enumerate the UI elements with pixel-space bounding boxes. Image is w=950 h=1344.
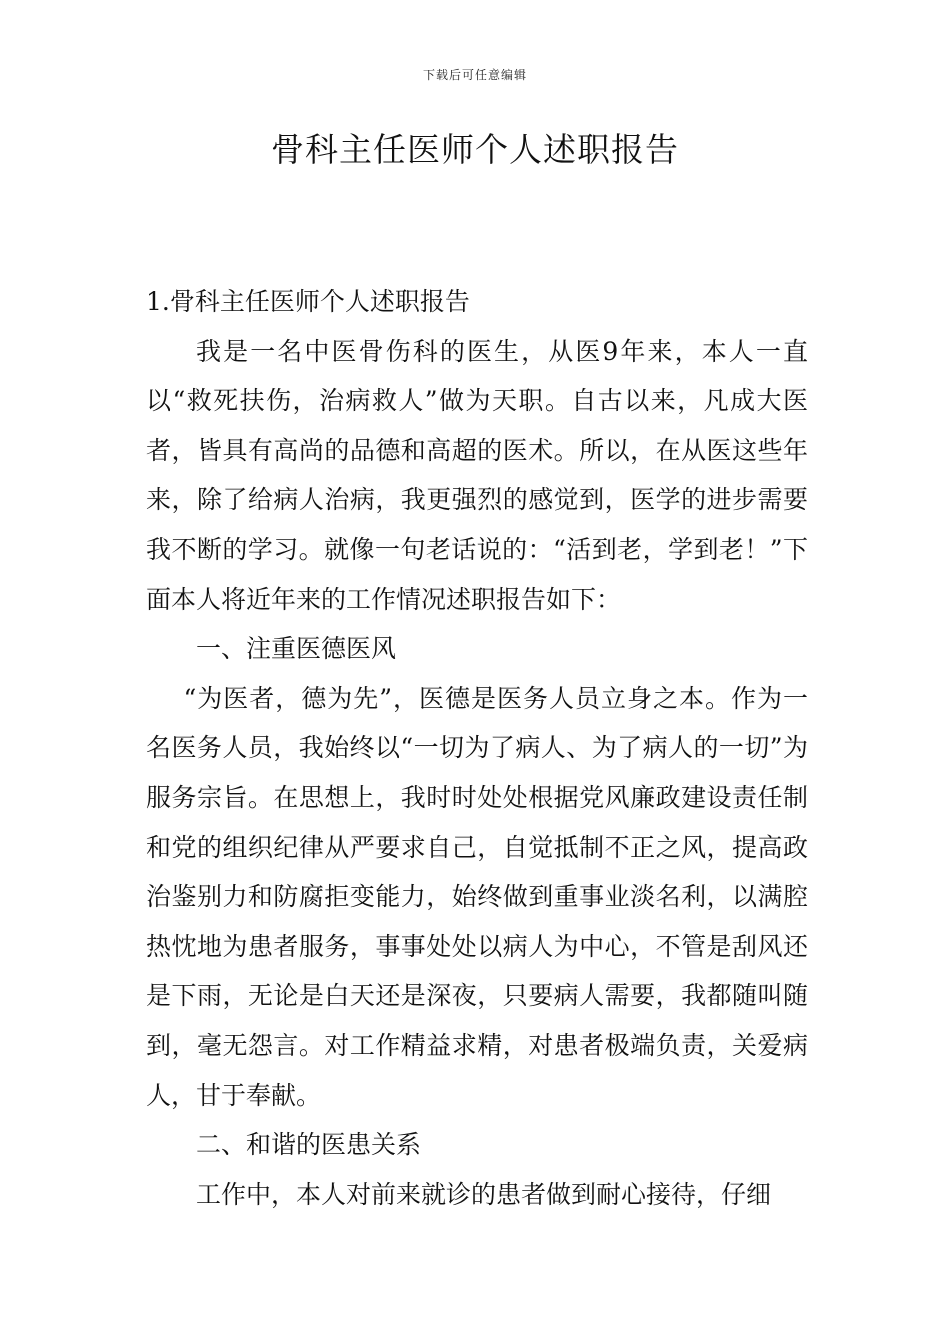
paragraph-medical-ethics: “为医者，德为先”，医德是医务人员立身之本。作为一名医务人员，我始终以“一切为了病人、为了病人的一切”为服务宗旨。在思想上，我时时处处根据党风廉政建设责任制和党的组织纪律从严要求自己，自觉抵制不正之风，提高政治鉴别力和防腐拒变能力，始终做到重事业淡名利，以满腔热忱地为患者服务，事事处处以病人为中心，不管是刮风还是下雨，无论是白天还是深夜，只要病人需要，我都随叫随到，毫无怨言。对工作精益求精，对患者极端负责，关爱病人，甘于奉献。 [146, 683, 808, 1110]
subheading-doctor-patient-relations: 二、和谐的医患关系 [196, 1130, 422, 1160]
section-heading: 1.骨科主任医师个人述职报告 [146, 287, 470, 316]
document-title: 骨科主任医师个人述职报告 [271, 130, 679, 169]
document-body [146, 277, 808, 1219]
paragraph-intro: 我是一名中医骨伤科的医生，从医9年来，本人一直以“救死扶伤，治病救人”做为天职。自古以来，凡成大医者，皆具有高尚的品德和高超的医术。所以，在从医这些年来，除了给病人治病，我更强烈的感觉到，医学的进步需要我不断的学习。就像一句老话说的：“活到老，学到老！”下面本人将近年来的工作情况述职报告如下： [146, 336, 808, 614]
header-note: 下载后可任意编辑 [422, 68, 527, 82]
paragraph-doctor-patient-relations: 工作中，本人对前来就诊的患者做到耐心接待，仔细 [196, 1179, 772, 1209]
subheading-medical-ethics: 一、注重医德医风 [196, 634, 397, 664]
